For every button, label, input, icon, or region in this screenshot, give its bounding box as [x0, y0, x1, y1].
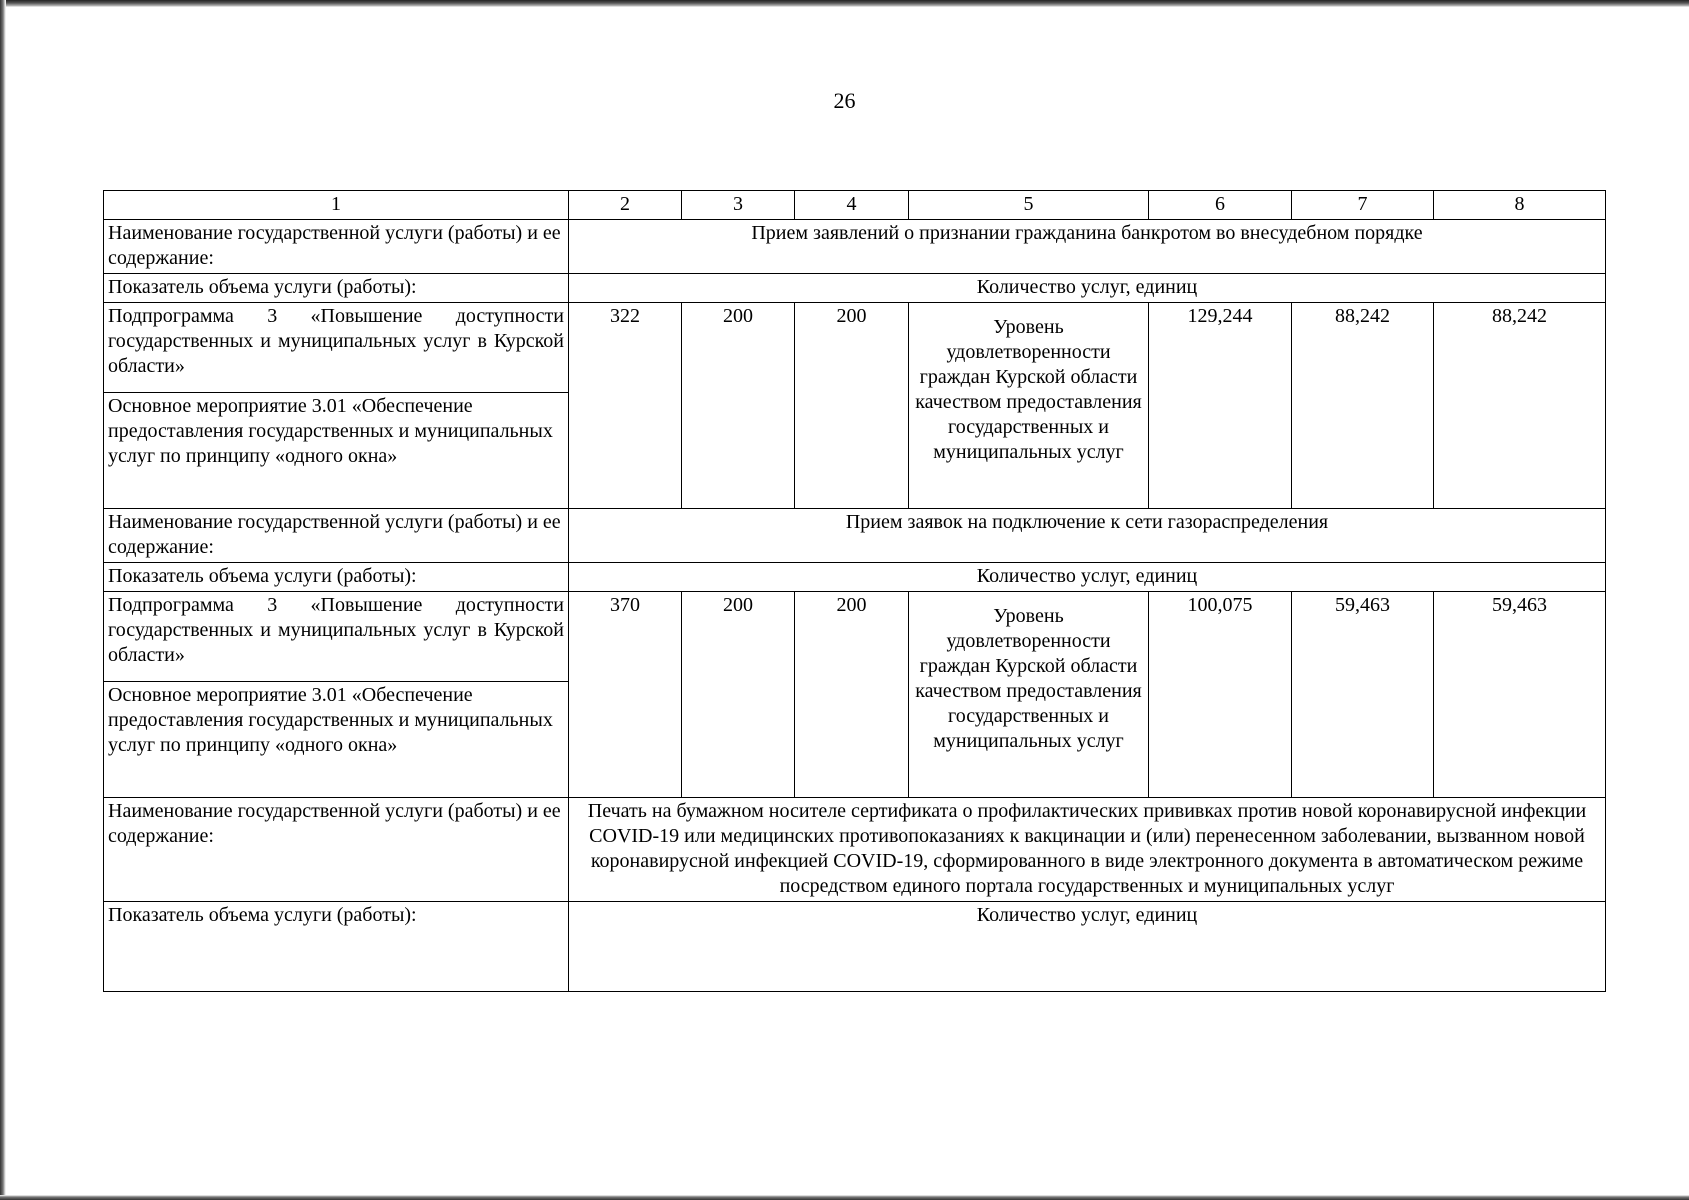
subprogram-label: Подпрограмма 3 «Повышение доступности государственных и муниципальных услуг в Курской области»	[104, 303, 569, 393]
header-cell: 5	[909, 191, 1149, 220]
service-name-row	[104, 220, 1606, 274]
volume-indicator-row	[104, 902, 1606, 992]
value-cell: 200	[682, 303, 795, 509]
row-label: Показатель объема услуги (работы):	[104, 902, 569, 992]
header-cell: 3	[682, 191, 795, 220]
row-label: Показатель объема услуги (работы):	[104, 563, 569, 592]
subprogram-label: Подпрограмма 3 «Повышение доступности государственных и муниципальных услуг в Курской области»	[104, 592, 569, 682]
header-cell: 4	[795, 191, 909, 220]
value-cell: 100,075	[1149, 592, 1292, 798]
header-cell: 8	[1434, 191, 1606, 220]
services-table	[103, 190, 1606, 992]
header-cell: 7	[1292, 191, 1434, 220]
header-cell: 2	[569, 191, 682, 220]
service-name-row	[104, 798, 1606, 902]
header-row	[104, 191, 1606, 220]
service-name: Печать на бумажном носителе сертификата о профилактических прививках против новой коронавирусной инфекции COVID-19 или медицинских противопоказаниях к вакцинации и (или) перенесенном заболевании, вызванном новой коронавирусной инфекцией COVID-19, сформированного в виде электронного документа в автоматическом режиме посредством единого портала государственных и муниципальных услуг	[569, 798, 1606, 902]
subprogram-row	[104, 592, 1606, 682]
value-cell: 322	[569, 303, 682, 509]
volume-indicator-row	[104, 274, 1606, 303]
scan-edge-top	[0, 0, 1689, 7]
value-cell: 59,463	[1434, 592, 1606, 798]
indicator-value: Количество услуг, единиц	[569, 274, 1606, 303]
page-number: 26	[833, 88, 856, 113]
value-cell: 370	[569, 592, 682, 798]
value-cell: 200	[682, 592, 795, 798]
quality-indicator: Уровень удовлетворенности граждан Курской области качеством предоставления государственных и муниципальных услуг	[909, 592, 1149, 798]
value-cell: 88,242	[1434, 303, 1606, 509]
indicator-value: Количество услуг, единиц	[569, 563, 1606, 592]
subprogram-row	[104, 303, 1606, 393]
quality-indicator: Уровень удовлетворенности граждан Курской области качеством предоставления государственных и муниципальных услуг	[909, 303, 1149, 509]
value-cell: 200	[795, 303, 909, 509]
indicator-value: Количество услуг, единиц	[569, 902, 1606, 992]
header-cell: 6	[1149, 191, 1292, 220]
service-name: Прием заявлений о признании гражданина банкротом во внесудебном порядке	[569, 220, 1606, 274]
main-event-label: Основное мероприятие 3.01 «Обеспечение предоставления государственных и муниципальных услуг по принципу «одного окна»	[104, 393, 569, 509]
service-name: Прием заявок на подключение к сети газораспределения	[569, 509, 1606, 563]
main-event-label: Основное мероприятие 3.01 «Обеспечение предоставления государственных и муниципальных услуг по принципу «одного окна»	[104, 682, 569, 798]
row-label: Наименование государственной услуги (работы) и ее содержание:	[104, 798, 569, 902]
row-label: Показатель объема услуги (работы):	[104, 274, 569, 303]
header-cell: 1	[104, 191, 569, 220]
value-cell: 200	[795, 592, 909, 798]
volume-indicator-row	[104, 563, 1606, 592]
scan-edge-left	[0, 0, 6, 1200]
service-name-row	[104, 509, 1606, 563]
scan-edge-bottom	[0, 1195, 1689, 1200]
value-cell: 59,463	[1292, 592, 1434, 798]
value-cell: 88,242	[1292, 303, 1434, 509]
value-cell: 129,244	[1149, 303, 1292, 509]
row-label: Наименование государственной услуги (работы) и ее содержание:	[104, 220, 569, 274]
row-label: Наименование государственной услуги (работы) и ее содержание:	[104, 509, 569, 563]
